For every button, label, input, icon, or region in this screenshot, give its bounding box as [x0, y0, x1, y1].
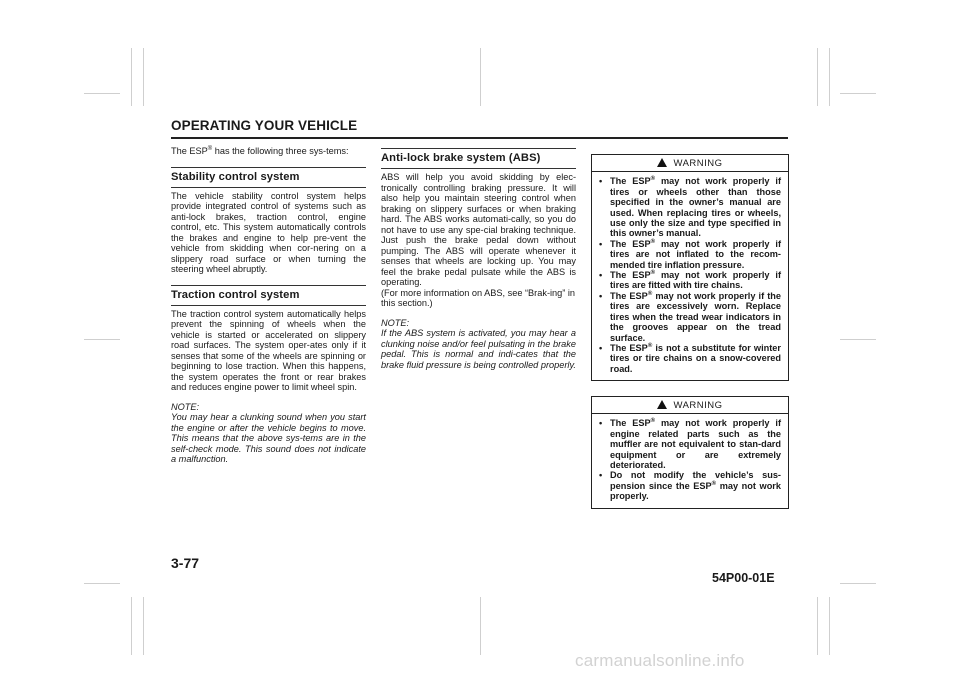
warning-item: • The ESP® may not work properly if tires or wheels other than those specified in the owner’s manual are used. When replacing tires or wheels, use only the size and type specified in this owner’s manual.	[599, 176, 781, 238]
abs-body: ABS will help you avoid skidding by elec-tronically controlling braking pressure. It will also help you maintain steering control when braking on slippery surfaces or when braking hard. The ABS works automati-cally, so you do not have to use any spe-cial braking technique. Just push the brake pedal down without pumping. The ABS will operate whenever it senses that wheels are locking up. You may feel the brake pedal pulsate while the ABS is operating.	[381, 172, 576, 287]
warning-list	[592, 172, 788, 380]
warning-item: • Do not modify the vehicle’s sus-pension since the ESP® may not work properly.	[599, 470, 781, 501]
note-label: NOTE:	[171, 401, 200, 412]
section-heading-traction: Traction control system	[171, 285, 366, 306]
abs-reference: (For more information on ABS, see “Brak-ing” in this section.)	[381, 287, 576, 308]
crop-mark	[840, 583, 876, 584]
page-number: 3-77	[171, 555, 200, 571]
warning-item: • The ESP® may not work properly if engine related parts such as the muffler are not equivalent to stan-dard equipment or are extremely deteriorated.	[599, 418, 781, 470]
crop-mark	[829, 597, 830, 655]
intro-paragraph: The ESP® has the following three sys-tems:	[171, 145, 349, 156]
crop-mark	[131, 597, 132, 655]
crop-mark	[817, 597, 818, 655]
warning-triangle-icon	[657, 158, 667, 167]
crop-mark	[143, 48, 144, 106]
crop-mark	[480, 48, 481, 106]
crop-mark	[480, 597, 481, 655]
watermark: carmanualsonline.info	[575, 651, 745, 670]
warning-box	[591, 154, 789, 381]
note-text: You may hear a clunking sound when you start the engine or after the vehicle begins to move. This means that the above sys-tems are in the self-check mode. This sound does not indicate a malfunction.	[171, 412, 366, 464]
warning-box	[591, 396, 789, 509]
crop-mark	[840, 339, 876, 340]
crop-mark	[84, 339, 120, 340]
column-abs	[381, 138, 576, 370]
crop-mark	[131, 48, 132, 106]
warning-list	[592, 414, 788, 507]
warning-triangle-icon	[657, 400, 667, 409]
crop-mark	[84, 93, 120, 94]
section-heading-stability: Stability control system	[171, 167, 366, 188]
note-text: If the ABS system is activated, you may hear a clunking noise and/or feel pulsating in the brake pedal. This is normal and indi-cates that the brake fluid pressure is being controlled properly.	[381, 328, 576, 370]
crop-mark	[829, 48, 830, 106]
crop-mark	[143, 597, 144, 655]
warning-item: • The ESP® may not work properly if the tires are excessively worn. Replace tires when the tread wear indicators in the grooves appear on the tread surface.	[599, 291, 781, 343]
page-header: OPERATING YOUR VEHICLE	[171, 118, 358, 133]
warning-item: • The ESP® is not a substitute for winter tires or tire chains on a snow-covered road.	[599, 343, 781, 374]
traction-body: The traction control system automatically helps prevent the spinning of wheels when the vehicle is started or accelerated on slippery road surfaces. The system oper-ates only if it senses that some of the wheels are spinning or beginning to lose traction. When this happens, the system operates the front or rear brakes and reduces engine power to limit wheel spin.	[171, 308, 366, 392]
column-esp-systems	[171, 146, 366, 465]
warning-item: • The ESP® may not work properly if tires are not inflated to the recom-mended tire inflation pressure.	[599, 239, 781, 270]
stability-body: The vehicle stability control system helps provide integrated control of systems such as anti-lock brakes, traction control, engine control, etc. This system automatically controls the brakes and engine to help pre-vent the vehicle from skidding when cor-nering on a slippery road surface or when turning the steering wheel abruptly.	[171, 190, 366, 274]
crop-mark	[840, 93, 876, 94]
warning-header: WARNING	[592, 397, 788, 414]
document-id: 54P00-01E	[712, 571, 775, 585]
warning-item: • The ESP® may not work properly if tires are fitted with tire chains.	[599, 270, 781, 291]
warning-header: WARNING	[592, 155, 788, 172]
crop-mark	[84, 583, 120, 584]
crop-mark	[817, 48, 818, 106]
section-heading-abs: Anti-lock brake system (ABS)	[381, 148, 576, 169]
note-label: NOTE:	[381, 317, 410, 328]
